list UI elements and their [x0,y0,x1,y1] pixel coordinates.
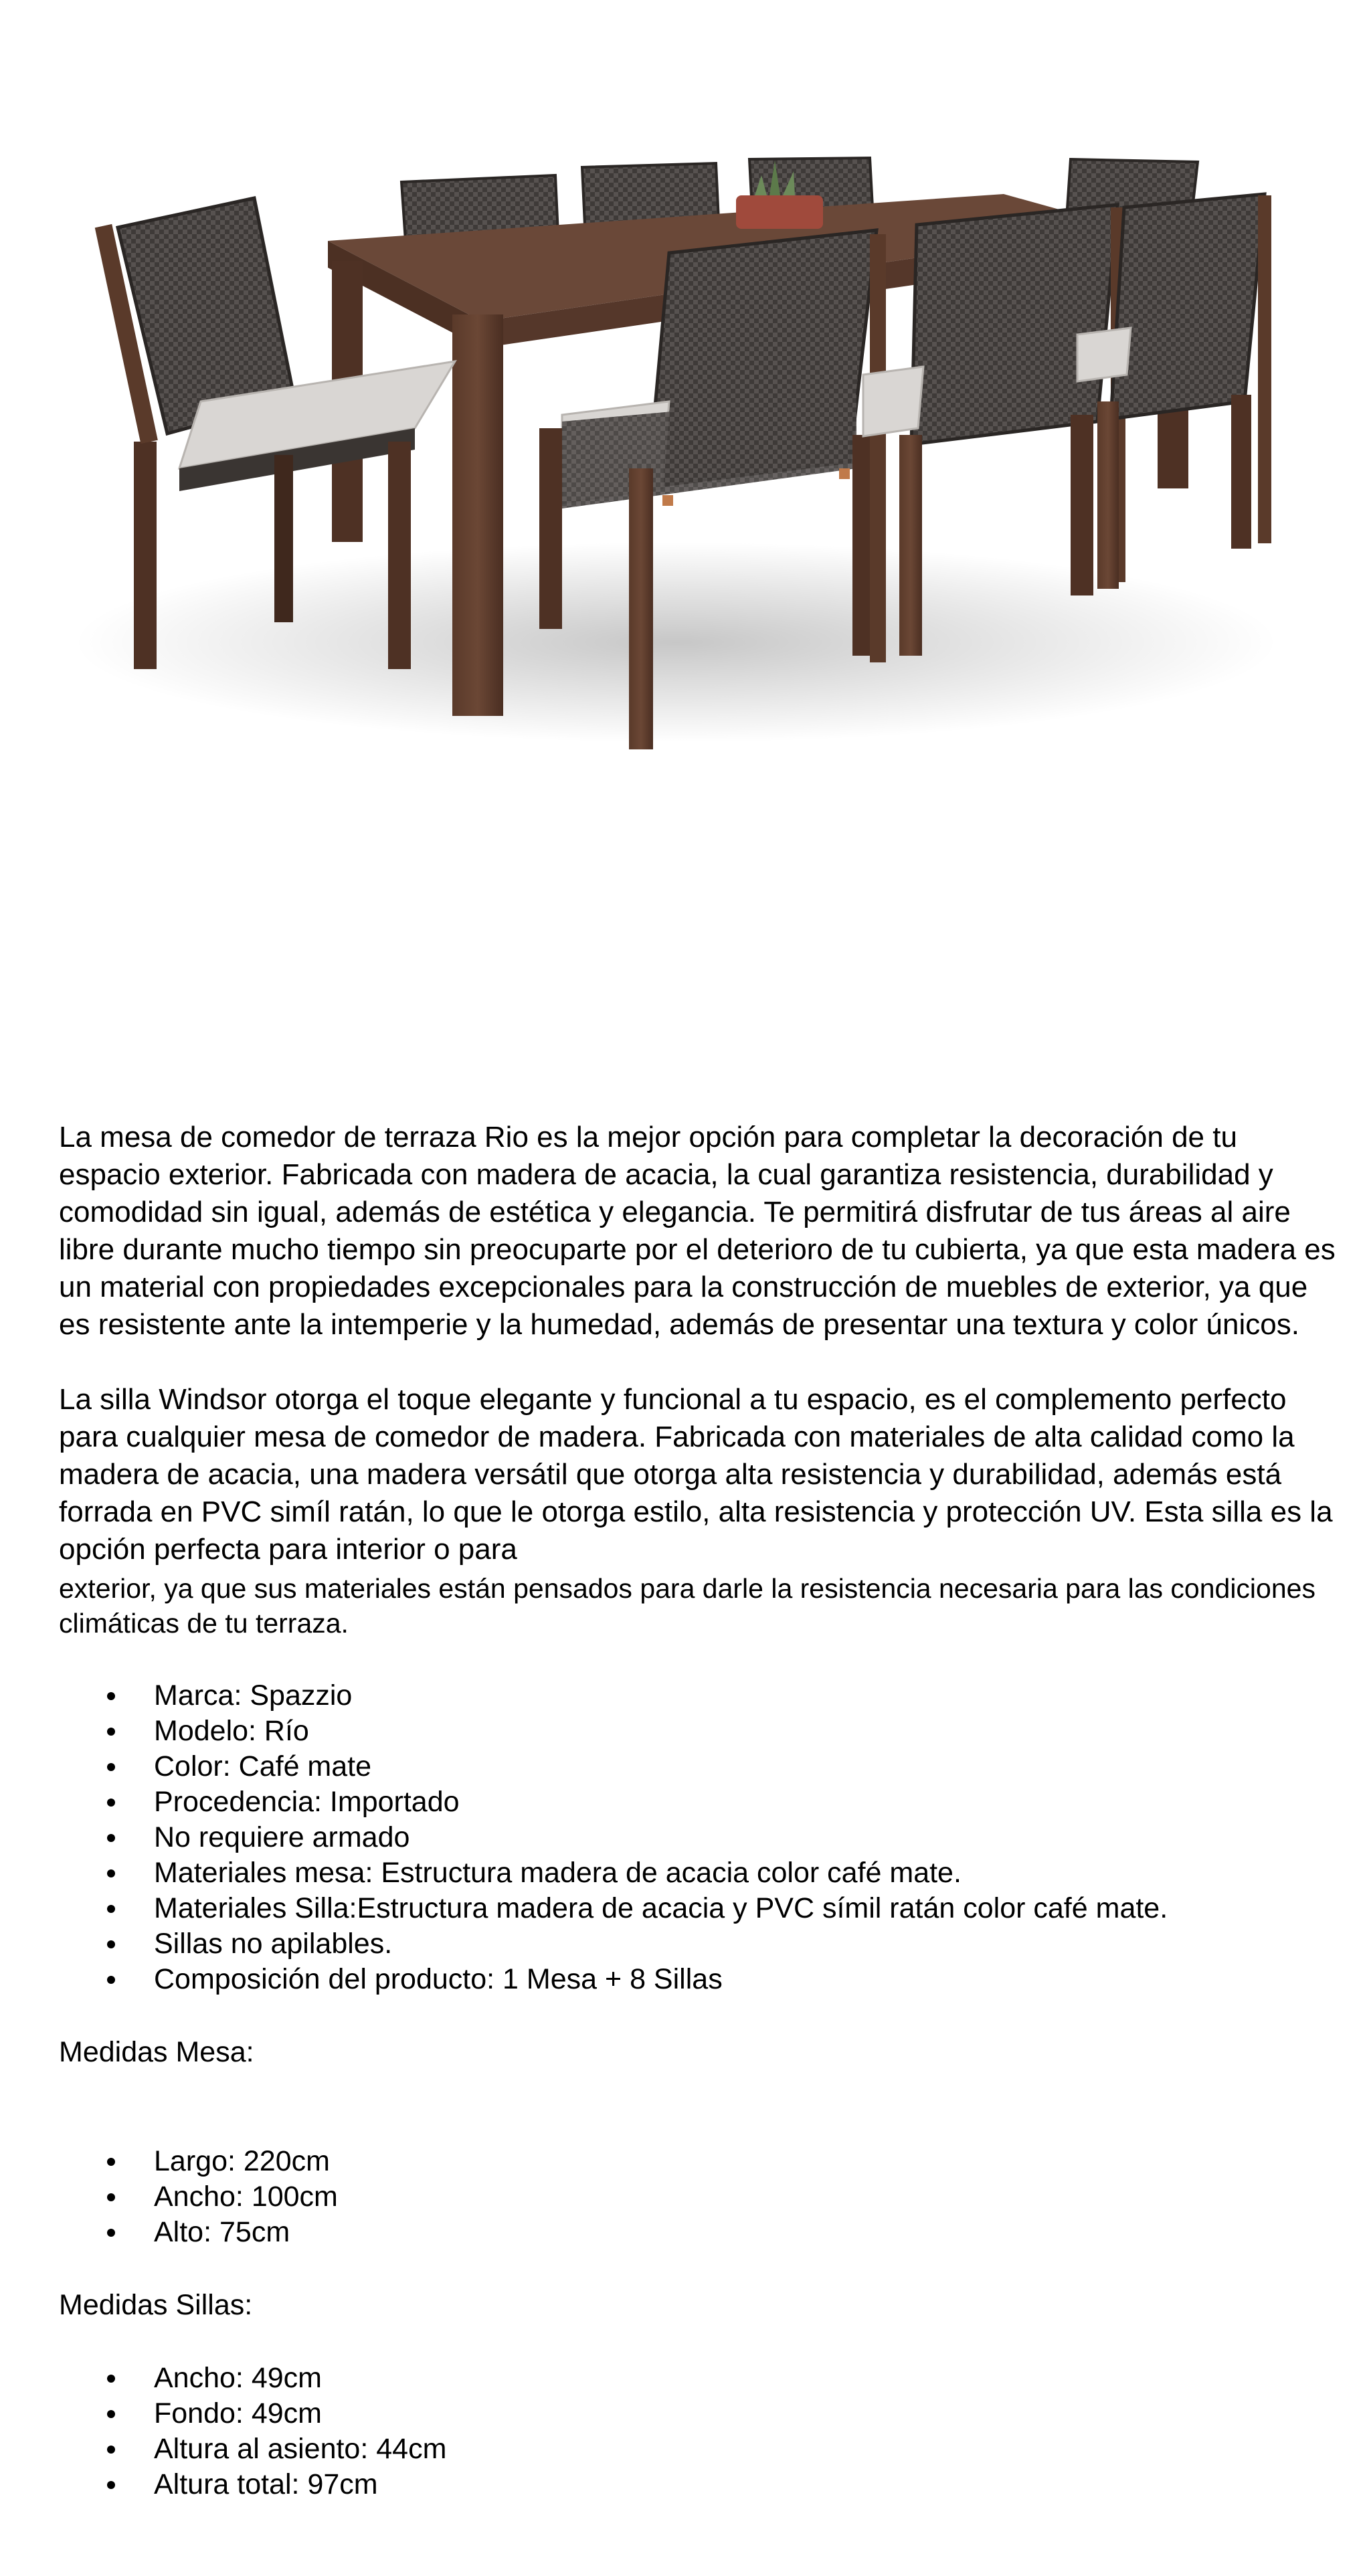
table-dimensions-list [59,2144,1337,2250]
description-paragraph-2 [59,1381,1337,1641]
list-item: Ancho: 49cm [59,2361,1337,2396]
list-item: Sillas no apilables. [59,1926,1337,1962]
bullet-icon [107,1834,115,1842]
dining-set-illustration-icon [0,0,1365,1071]
list-item: Color: Café mate [59,1749,1337,1784]
description-paragraph-2-text: La silla Windsor otorga el toque elegante y funcional a tu espacio, es el complemento perfecto para cualquier mesa de comedor de madera. Fabricada con materiales de alta calidad como la madera de acacia, una madera versátil que otorga alta resistencia y durabilidad, además está forrada en PVC simíl ratán, lo que le otorga estilo, alta resistencia y protección UV. Esta silla es la opción perfecta para interior o para [59,1383,1333,1566]
bullet-icon [107,2446,115,2454]
product-image [0,0,1365,1071]
list-item: Materiales Silla:Estructura madera de acacia y PVC símil ratán color café mate. [59,1891,1337,1926]
chair-dimensions-heading: Medidas Sillas: [59,2289,253,2321]
bullet-icon [107,1976,115,1984]
list-item: Modelo: Río [59,1714,1337,1749]
bullet-icon [107,2481,115,2489]
list-item: Fondo: 49cm [59,2396,1337,2431]
chair-dimensions-list [59,2361,1337,2502]
description-paragraph-1: La mesa de comedor de terraza Rio es la mejor opción para completar la decoración de tu espacio exterior. Fabricada con madera de acacia, la cual garantiza resistencia, durabilidad y comodidad sin igual, además de estética y elegancia. Te permitirá disfrutar de tus áreas al aire libre durante mucho tiempo sin preocuparte por el deterioro de tu cubierta, ya que esta madera es un material con propiedades excepcionales para la construcción de muebles de exterior, ya que es resistente ante la intemperie y la humedad, además de presentar una textura y color únicos. [59,1121,1336,1341]
table-dimensions-heading: Medidas Mesa: [59,2036,254,2068]
bullet-icon [107,2375,115,2383]
description-paragraph-2-tail: exterior, ya que sus materiales están pensados para darle la resistencia necesaria para las condiciones climáticas de tu terraza. [59,1573,1315,1639]
list-item: Procedencia: Importado [59,1784,1337,1820]
bullet-icon [107,1799,115,1807]
list-item: Alto: 75cm [59,2215,1337,2250]
bullet-icon [107,1728,115,1736]
bullet-icon [107,1869,115,1877]
bullet-icon [107,1905,115,1913]
bullet-icon [107,1940,115,1948]
bullet-icon [107,2158,115,2166]
bullet-icon [107,2193,115,2201]
list-item: No requiere armado [59,1820,1337,1855]
list-item: Materiales mesa: Estructura madera de acacia color café mate. [59,1855,1337,1891]
bullet-icon [107,1692,115,1700]
product-description [59,1119,1337,2502]
list-item: Composición del producto: 1 Mesa + 8 Sillas [59,1962,1337,1997]
list-item: Largo: 220cm [59,2144,1337,2179]
list-item: Ancho: 100cm [59,2179,1337,2215]
list-item: Altura al asiento: 44cm [59,2431,1337,2467]
bullet-icon [107,2410,115,2418]
list-item: Marca: Spazzio [59,1678,1337,1714]
list-item: Altura total: 97cm [59,2467,1337,2502]
bullet-icon [107,1763,115,1771]
bullet-icon [107,2229,115,2237]
feature-list [59,1678,1337,1997]
